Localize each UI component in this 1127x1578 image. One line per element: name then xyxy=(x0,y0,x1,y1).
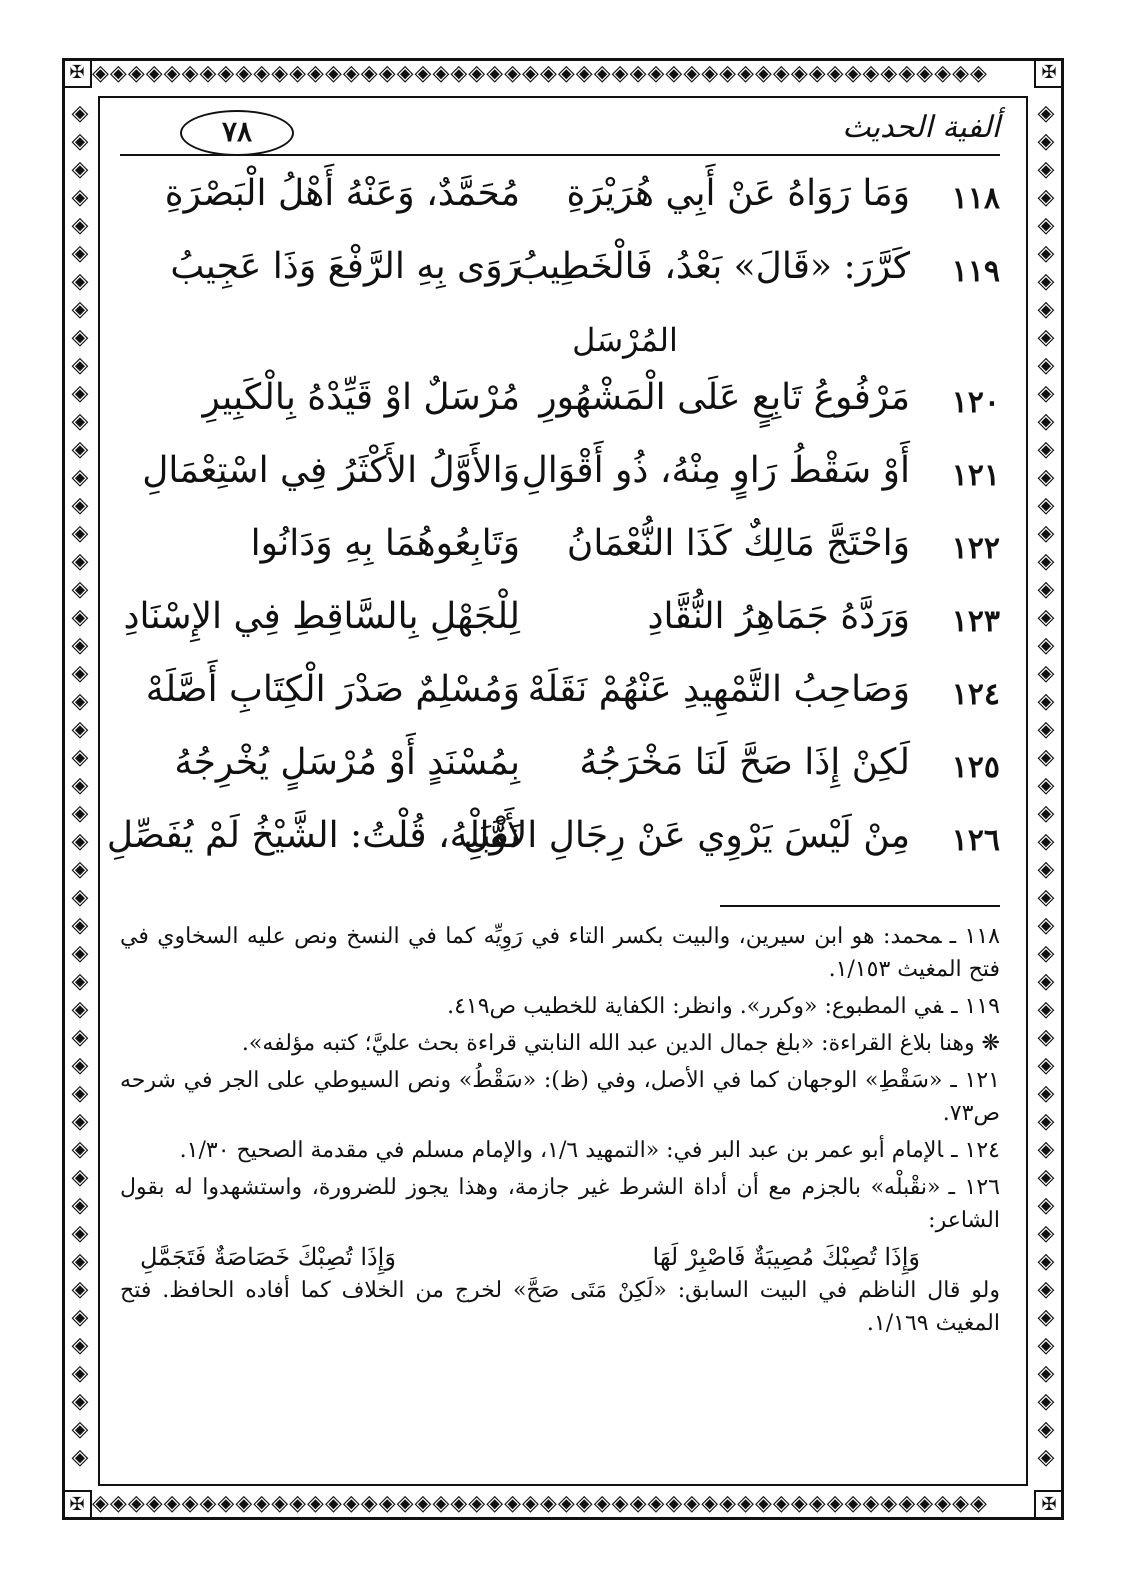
verse-first-hemistich: وَرَدَّهُ جَمَاهِرُ النُّقَّادِ xyxy=(647,596,910,637)
quoted-poem-second: وَإِذَا تُصِبْكَ خَصَاصَةٌ فَتَجَمَّلِ xyxy=(140,1243,396,1271)
footnote-text: الإمام أبو عمر بن عبد البر في: «التمهيد ١/٦، والإمام مسلم في مقدمة الصحيح ١/٣٠. xyxy=(179,1138,944,1163)
border-pattern-top-icon: ◈◈◈◈◈◈◈◈◈◈◈◈◈◈◈◈◈◈◈◈◈◈◈◈◈◈◈◈◈◈◈◈◈◈◈◈◈◈◈◈◈◈◈◈◈◈◈◈◈◈ xyxy=(92,61,988,86)
page-number: ٧٨ xyxy=(180,110,294,156)
verse-row xyxy=(106,807,1000,880)
footnote xyxy=(120,1064,1000,1130)
verse-first-hemistich: مِنْ لَيْسَ يَرْوِي عَنْ رِجَالِ الأَوَّلِ xyxy=(463,815,910,856)
corner-ornament-icon: ✠ xyxy=(62,58,92,88)
verse-first-hemistich: وَصَاحِبُ التَّمْهِيدِ عَنْهُمْ نَقَلَهْ xyxy=(527,669,910,710)
footnote-number: ١٢٤ ـ xyxy=(951,1138,1000,1163)
verse-second-hemistich: مُحَمَّدٌ، وَعَنْهُ أَهْلُ الْبَصْرَةِ xyxy=(164,173,520,214)
verse-number: ١١٨ xyxy=(951,181,1000,216)
verse-number: ١٢٠ xyxy=(951,385,1000,420)
quoted-poem-first: وَإِذَا تُصِبْكَ مُصِيبَةٌ فَاصْبِرْ لَهَا xyxy=(652,1243,920,1271)
running-title: ألفية الحديث xyxy=(842,110,1000,145)
footnote-text: ❋ وهنا بلاغ القراءة: «بلغ جمال الدين عبد الله النابتي قراءة بحث عليَّ؛ كتبه مؤلفه». xyxy=(241,1031,1000,1056)
verse-second-hemistich: وَالأَوَّلُ الأَكْثَرُ فِي اسْتِعْمَالِ xyxy=(142,450,520,491)
verse-number: ١٢٢ xyxy=(951,531,1000,566)
footnote-number: ١١٩ ـ xyxy=(951,994,1000,1019)
verse-second-hemistich: بِمُسْنَدٍ أَوْ مُرْسَلٍ يُخْرِجُهُ xyxy=(174,742,520,783)
footnote xyxy=(120,990,1000,1023)
footnote-text: «سَقْطِ» الوجهان كما في الأصل، وفي (ظ): «سَقْطُ» ونص السيوطي على الجر في شرحه ص٧٣. xyxy=(120,1068,1000,1126)
closing-note: ولو قال الناظم في البيت السابق: «لَكِنْ مَتَى صَحَّ» لخرج من الخلاف كما أفاده الحافظ. فتح المغيث ١/١٦٩. xyxy=(120,1278,1000,1336)
verse-first-hemistich: لَكِنْ إِذَا صَحَّ لَنَا مَخْرَجُهُ xyxy=(579,742,910,783)
footnote xyxy=(120,1171,1000,1237)
corner-ornament-icon: ✠ xyxy=(1034,58,1064,88)
verse-second-hemistich: وَتَابِعُوهُمَا بِهِ وَدَانُوا xyxy=(250,523,520,564)
verse-second-hemistich: مُرْسَلٌ اوْ قَيِّدْهُ بِالْكَبِيرِ xyxy=(202,377,520,418)
verse-second-hemistich: لِلْجَهْلِ بِالسَّاقِطِ فِي الإِسْنَادِ xyxy=(123,596,520,637)
corner-ornament-icon: ✠ xyxy=(1034,1490,1064,1520)
verse-first-hemistich: وَمَا رَوَاهُ عَنْ أَبِي هُرَيْرَةِ xyxy=(566,173,910,214)
footnote-number: ١١٨ ـ xyxy=(949,924,1000,949)
footnote xyxy=(120,1134,1000,1167)
corner-ornament-icon: ✠ xyxy=(62,1490,92,1520)
footnote-text: «نقْبلْه» بالجزم مع أن أداة الشرط غير جازمة، وهذا يجوز للضرورة، واستشهدوا له بقول الشاعر: xyxy=(120,1175,1000,1233)
verse-number: ١٢٥ xyxy=(951,750,1000,785)
verse-second-hemistich: نَقْبَلْهُ، قُلْتُ: الشَّيْخُ لَمْ يُفَصِّلِ xyxy=(106,815,520,856)
footnote-text: محمد: هو ابن سيرين، والبيت بكسر التاء في رَوِيِّه كما في النسخ ونص عليه السخاوي في فتح المغيث ١/١٥٣. xyxy=(120,924,1000,982)
footnotes-divider xyxy=(720,905,1000,907)
verse-row xyxy=(120,734,1000,807)
verse-row xyxy=(120,661,1000,734)
footnote-number: ١٢٦ ـ xyxy=(948,1175,1000,1200)
footnote xyxy=(120,1027,1000,1060)
border-pattern-bottom-icon: ◈◈◈◈◈◈◈◈◈◈◈◈◈◈◈◈◈◈◈◈◈◈◈◈◈◈◈◈◈◈◈◈◈◈◈◈◈◈◈◈◈◈◈◈◈◈◈◈◈◈ xyxy=(92,1491,988,1516)
section-heading: المُرْسَل xyxy=(572,321,678,359)
page-header xyxy=(120,110,1000,156)
footnotes xyxy=(120,920,1000,1344)
verse-number: ١٢٦ xyxy=(951,823,1000,858)
verse-first-hemistich: أَوْ سَقْطُ رَاوٍ مِنْهُ، ذُو أَقْوَالِ xyxy=(521,450,910,491)
verse-first-hemistich: وَاحْتَجَّ مَالِكٌ كَذَا النُّعْمَانُ xyxy=(566,523,910,564)
verse-second-hemistich: رَوَى بِهِ الرَّفْعَ وَذَا عَجِيبُ xyxy=(170,246,520,287)
poem-body xyxy=(106,165,1000,880)
verse-second-hemistich: وَمُسْلِمٌ صَدْرَ الْكِتَابِ أَصَّلَهْ xyxy=(145,669,520,710)
verse-row xyxy=(120,238,1000,311)
header-divider xyxy=(120,154,1000,156)
verse-number: ١٢٤ xyxy=(951,677,1000,712)
verse-number: ١٢١ xyxy=(951,458,1000,493)
verse-row xyxy=(120,515,1000,588)
verse-first-hemistich: مَرْفُوعُ تَابِعٍ عَلَى الْمَشْهُورِ xyxy=(539,377,910,418)
verse-number: ١٢٣ xyxy=(951,604,1000,639)
quoted-poem-verse xyxy=(120,1241,1000,1274)
verse-row xyxy=(120,165,1000,238)
footnote-number: ١٢١ ـ xyxy=(950,1068,1000,1093)
verse-number: ١١٩ xyxy=(951,254,1000,289)
verse-row xyxy=(120,588,1000,661)
footnote xyxy=(120,920,1000,986)
verse-first-hemistich: كَرَّرَ: «قَالَ» بَعْدُ، فَالْخَطِيبُ xyxy=(514,246,910,287)
verse-row xyxy=(120,442,1000,515)
footnote-text: في المطبوع: «وكرر». وانظر: الكفاية للخطيب ص٤١٩. xyxy=(447,994,944,1019)
border-pattern-left-icon: ◈◈◈◈◈◈◈◈◈◈◈◈◈◈◈◈◈◈◈◈◈◈◈◈◈◈◈◈◈◈◈◈◈◈◈◈◈◈◈◈◈◈◈◈◈◈◈◈◈ xyxy=(71,101,89,1470)
border-pattern-right-icon: ◈◈◈◈◈◈◈◈◈◈◈◈◈◈◈◈◈◈◈◈◈◈◈◈◈◈◈◈◈◈◈◈◈◈◈◈◈◈◈◈◈◈◈◈◈◈◈◈◈ xyxy=(1037,101,1055,1470)
verse-row xyxy=(120,369,1000,442)
